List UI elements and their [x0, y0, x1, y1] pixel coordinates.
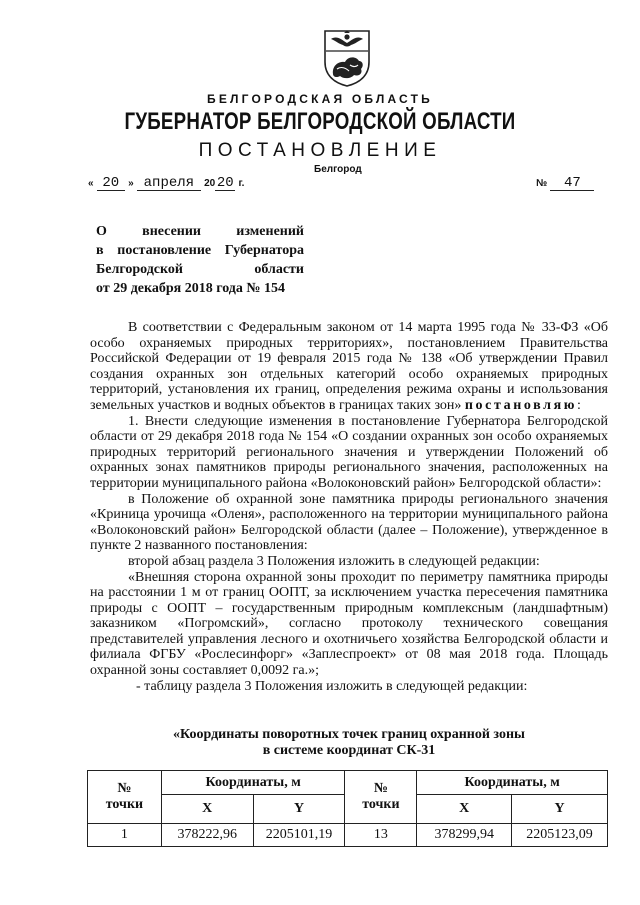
coordinates-table: [87, 770, 608, 847]
header-number-word: точки: [105, 797, 144, 812]
title-line: Белгородской области: [96, 262, 304, 277]
coat-of-arms-icon: [321, 28, 373, 88]
header-number-symbol: №: [117, 781, 132, 796]
table-header-x: X: [161, 795, 253, 824]
date-year-suffix: 20: [216, 175, 234, 191]
paragraph-preamble: [90, 320, 608, 414]
preamble-end: :: [577, 397, 581, 413]
table-header-coords: Координаты, м: [417, 771, 608, 795]
table-header-y: Y: [253, 795, 345, 824]
paragraph-section-3: второй абзац раздела 3 Положения изложить в следующей редакции:: [128, 553, 540, 569]
paragraph-table-intro: - таблицу раздела 3 Положения изложить в следующей редакции:: [136, 678, 528, 694]
city-name: Белгород: [314, 164, 362, 175]
table-title-line: «Координаты поворотных точек границ охранной зоны: [173, 727, 525, 742]
title-line: от 29 декабря 2018 года № 154: [96, 281, 285, 296]
header-number-word: точки: [362, 797, 400, 812]
date-close-quote: »: [128, 178, 134, 189]
cell-point-number: 13: [345, 824, 417, 847]
table-header-x: X: [417, 795, 512, 824]
table-row: [88, 824, 608, 847]
cell-x: 378222,96: [161, 824, 253, 847]
number-value: 47: [550, 176, 594, 191]
date-year-end: г.: [238, 178, 245, 189]
cell-point-number: 1: [88, 824, 162, 847]
date-month: апреля: [137, 176, 201, 191]
document-body: [90, 320, 608, 694]
table-header-coords: Координаты, м: [161, 771, 345, 795]
document-title: [96, 222, 304, 298]
paragraph-amendment: в Положение об охранной зоне памятника природы регионального значения «Криница урочища «Оленя», расположенного на территории муниципального района «Волоконовский район» Белгородской области (далее – Положение), утвержденное в пункте 2 названного постановления:: [90, 491, 608, 554]
document-date: [88, 174, 244, 191]
title-line: О внесении изменений: [96, 224, 304, 239]
cell-y: 2205123,09: [512, 824, 608, 847]
resolution-keyword: постановляю: [464, 397, 578, 413]
table-header-y: Y: [512, 795, 608, 824]
preamble-text: В соответствии с Федеральным законом от 14 марта 1995 года № 33-ФЗ «Об особо охраняемых природных территориях», постановлением Правительства Российской Федерации от 19 февраля 2015 года № 138 «Об утверждении Правил создания охранных зон отдельных категорий особо охраняемых природных территорий, установления их границ, определения режима охраны и использования земельных участков и водных объектов в границах таких зон»: [90, 320, 608, 413]
number-label: №: [536, 178, 548, 189]
governor-heading: ГУБЕРНАТОР БЕЛГОРОДСКОЙ ОБЛАСТИ: [124, 108, 516, 135]
paragraph-quote: «Внешняя сторона охранной зоны проходит по периметру памятника природы на расстоянии 1 м от границ ООПТ, за исключением участка пересечения памятника природы с ООПТ – государственным природным комплексным (ландшафтным) заказником «Погромский», согласно протоколу технического совещания представителей управления лесного и охотничьего хозяйства Белгородской области и филиала ФГБУ «Рослесинфорг» «Заплеспроект» от 08 мая 2018 года. Площадь охранной зоны составляет 0,0092 га.»;: [90, 569, 608, 679]
table-title-line: в системе координат СК-31: [262, 743, 436, 758]
header-number-symbol: №: [373, 781, 388, 796]
document-type: ПОСТАНОВЛЕНИЕ: [198, 140, 442, 161]
document-number: [536, 174, 594, 191]
date-day: 20: [97, 176, 125, 191]
paragraph-item-1: 1. Внести следующие изменения в постановление Губернатора Белгородской области от 29 декабря 2018 года № 154 «О создании охранных зон особо охраняемых природных территорий регионального значения и утверждении Положений об охранных зонах памятников природы регионального значения, расположенных на территории муниципального района «Волоконовский район» Белгородской области»:: [90, 413, 608, 491]
date-open-quote: «: [88, 178, 94, 189]
title-line: в постановление Губернатора: [96, 243, 304, 258]
cell-x: 378299,94: [417, 824, 512, 847]
region-name: БЕЛГОРОДСКАЯ ОБЛАСТЬ: [207, 92, 433, 106]
table-header-number: [88, 771, 162, 824]
cell-y: 2205101,19: [253, 824, 345, 847]
table-title: [90, 727, 608, 759]
table-header-number: [345, 771, 417, 824]
date-year-prefix: 20: [204, 178, 216, 189]
